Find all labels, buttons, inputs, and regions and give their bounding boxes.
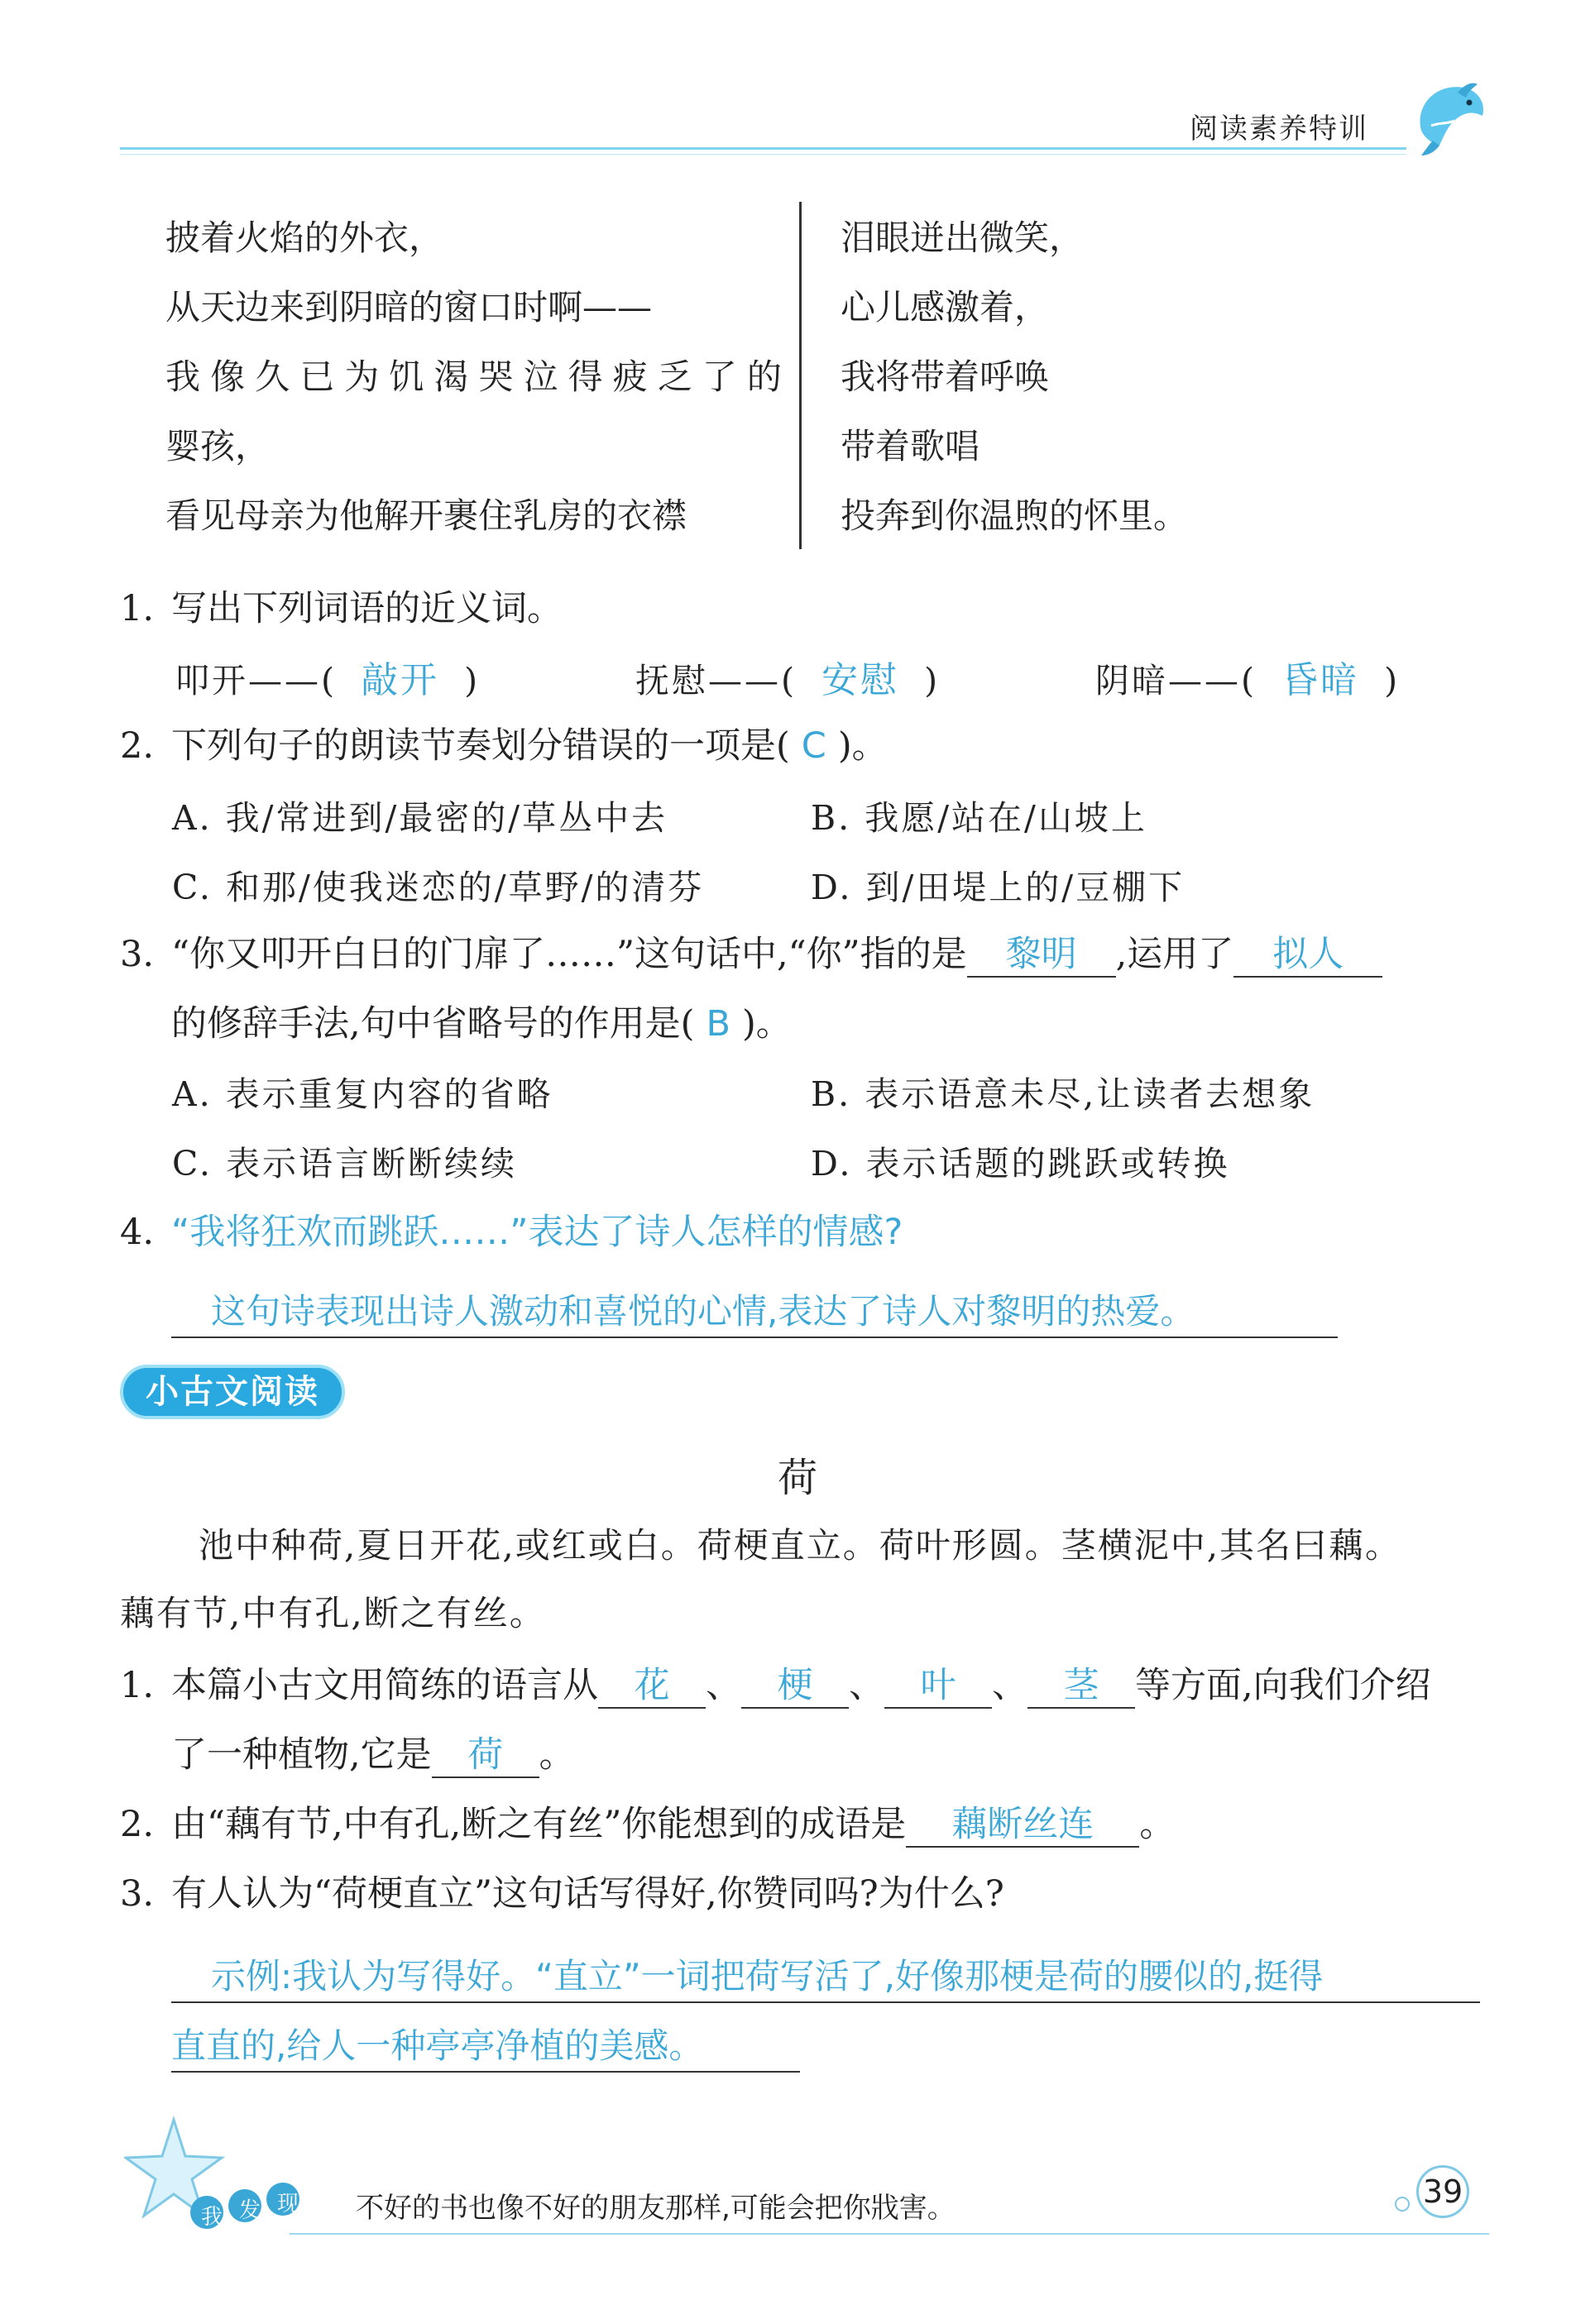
answer-line: 直直的,给人一种亭亭净植的美感。 — [171, 2021, 800, 2073]
choice-answer: B — [706, 1003, 730, 1045]
synonym-close: ) — [924, 661, 941, 701]
header-rule — [120, 147, 1406, 150]
separator: 、 — [706, 1665, 741, 1706]
poem-char: 疲 — [612, 356, 648, 397]
classical-paragraph: 藕有节,中有孔,断之有丝。 — [120, 1593, 546, 1633]
footer-rule — [290, 2233, 1489, 2235]
poem-line: 心儿感激着， — [841, 287, 1050, 328]
header-title: 阅读素养特训 — [1190, 112, 1368, 146]
question-text-end: )。 — [741, 1003, 792, 1045]
poem-line: 泪眼迸出微笑， — [841, 218, 1085, 258]
poem-char: 了 — [702, 356, 737, 397]
answer-blank: 拟人 — [1233, 933, 1382, 978]
poem-line: 婴孩， — [165, 426, 271, 466]
poem-char: 渴 — [433, 356, 469, 397]
synonym-item — [175, 650, 480, 703]
poem-char: 饥 — [389, 356, 424, 397]
question-text: ,运用了 — [1115, 934, 1234, 975]
synonym-item — [1095, 650, 1400, 703]
footer-badge-char: 现 — [276, 2192, 299, 2216]
question-4 — [120, 1204, 903, 1255]
footer-text: 不好的书也像不好的朋友那样,可能会把你戕害。 — [356, 2192, 956, 2225]
classical-title: 荷 — [777, 1455, 817, 1501]
question-text: 本篇小古文用简练的语言从 — [171, 1665, 598, 1706]
footer-badge-char: 我 — [200, 2205, 223, 2230]
synonym-close: ) — [1384, 661, 1401, 701]
question-text-end: )。 — [837, 725, 888, 767]
answer-blank: 藕断丝连 — [906, 1803, 1139, 1848]
question-number: 4. — [120, 1212, 155, 1253]
option-d: D. 表示话题的跳跃或转换 — [811, 1144, 1230, 1184]
question-number: 1. — [120, 1665, 155, 1706]
poem-char: 为 — [344, 356, 380, 397]
synonym-close: ) — [464, 661, 481, 701]
poem-line: 披着火焰的外衣， — [165, 218, 444, 258]
poem-char: 我 — [165, 356, 201, 397]
poem-char: 泣 — [523, 356, 558, 397]
poem-divider — [799, 202, 802, 549]
poem-line: 我将带着呼唤 — [841, 356, 1050, 397]
question-number: 3. — [120, 934, 155, 975]
poem-char: 久 — [255, 356, 290, 397]
question-text: 下列句子的朗读节奏划分错误的一项是( — [171, 725, 790, 767]
question-1 — [120, 581, 563, 631]
option-a: A. 我/常进到/最密的/草丛中去 — [172, 798, 668, 838]
poem-line: 从天边来到阴暗的窗口时啊—— — [165, 287, 653, 328]
question-text: 等方面,向我们介绍 — [1135, 1665, 1431, 1706]
option-a: A. 表示重复内容的省略 — [172, 1074, 553, 1114]
question-text: 的修辞手法,句中省略号的作用是( — [171, 1003, 695, 1045]
poem-char: 的 — [746, 356, 782, 397]
option-c: C. 和那/使我迷恋的/草野/的清芬 — [172, 868, 705, 907]
answer-blank: 荷 — [432, 1733, 539, 1778]
synonym-answer: 安慰 — [821, 659, 900, 701]
poem-char: 乏 — [657, 356, 692, 397]
question-text: “我将狂欢而跳跃……”表达了诗人怎样的情感? — [171, 1212, 903, 1253]
question-text: “你又叩开白日的门扉了……”这句话中,“你”指的是 — [171, 934, 967, 975]
question-text: 由“藕有节,中有孔,断之有丝”你能想到的成语是 — [171, 1804, 907, 1845]
classical-question-1-line2 — [171, 1727, 575, 1778]
question-number: 1. — [120, 588, 155, 629]
question-3 — [120, 926, 1382, 978]
question-2 — [120, 718, 888, 768]
answer-line: 这句诗表现出诗人激动和喜悦的心情,表达了诗人对黎明的热爱。 — [171, 1287, 1338, 1338]
poem-left-column — [165, 203, 782, 551]
question-text: 写出下列词语的近义词。 — [171, 588, 563, 629]
classical-question-1 — [120, 1657, 1431, 1709]
synonym-item — [635, 650, 940, 703]
answer-blank: 黎明 — [967, 933, 1116, 978]
synonym-answer: 敲开 — [362, 659, 440, 701]
question-text: 有人认为“荷梗直立”这句话写得好,你赞同吗?为什么? — [171, 1873, 1004, 1915]
question-text-end: 。 — [1139, 1804, 1176, 1845]
separator: 、 — [849, 1665, 884, 1706]
option-d: D. 到/田堤上的/豆棚下 — [811, 868, 1185, 907]
poem-right-column — [841, 203, 1188, 551]
answer-blank: 叶 — [884, 1664, 992, 1709]
answer-blank: 花 — [598, 1664, 706, 1709]
question-3-line2 — [171, 996, 792, 1046]
choice-answer: C — [801, 725, 826, 767]
question-number: 2. — [120, 725, 155, 767]
poem-line: 看见母亲为他解开裹住乳房的衣襟 — [165, 495, 687, 536]
answer-line: 示例:我认为写得好。“直立”一词把荷写活了,好像那梗是荷的腰似的,挺得 — [171, 1952, 1480, 2003]
option-c: C. 表示语言断断续续 — [172, 1144, 517, 1184]
synonym-word: 抚慰——( — [635, 661, 797, 701]
section-badge: 小古文阅读 — [120, 1365, 345, 1419]
question-text: 了一种植物,它是 — [171, 1734, 432, 1776]
page-dot — [1395, 2197, 1410, 2212]
poem-char: 已 — [299, 356, 335, 397]
question-number: 3. — [120, 1873, 155, 1915]
classical-question-3 — [120, 1866, 1004, 1916]
classical-paragraph: 池中种荷,夏日开花,或红或白。荷梗直立。荷叶形圆。茎横泥中,其名曰藕。 — [199, 1525, 1402, 1566]
poem-char: 哭 — [478, 356, 514, 397]
answer-blank: 茎 — [1027, 1664, 1135, 1709]
classical-question-2 — [120, 1796, 1175, 1848]
page-number: 39 — [1416, 2165, 1469, 2218]
option-b: B. 表示语意未尽,让读者去想象 — [811, 1074, 1315, 1114]
poem-line: 带着歌唱 — [841, 426, 980, 466]
question-number: 2. — [120, 1804, 155, 1845]
dolphin-icon — [1406, 73, 1489, 164]
synonym-answer: 昏暗 — [1281, 659, 1360, 701]
question-text-end: 。 — [539, 1734, 575, 1776]
option-b: B. 我愿/站在/山坡上 — [811, 798, 1147, 838]
poem-char: 像 — [210, 356, 246, 397]
poem-line — [165, 342, 782, 412]
synonym-word: 叩开——( — [175, 661, 337, 701]
poem-line: 投奔到你温煦的怀里。 — [841, 495, 1189, 536]
poem-char: 得 — [568, 356, 603, 397]
header-rule-thin — [120, 154, 1406, 155]
answer-blank: 梗 — [741, 1664, 849, 1709]
footer-badge-char: 发 — [238, 2198, 261, 2223]
synonym-word: 阴暗——( — [1095, 661, 1257, 701]
separator: 、 — [992, 1665, 1027, 1706]
